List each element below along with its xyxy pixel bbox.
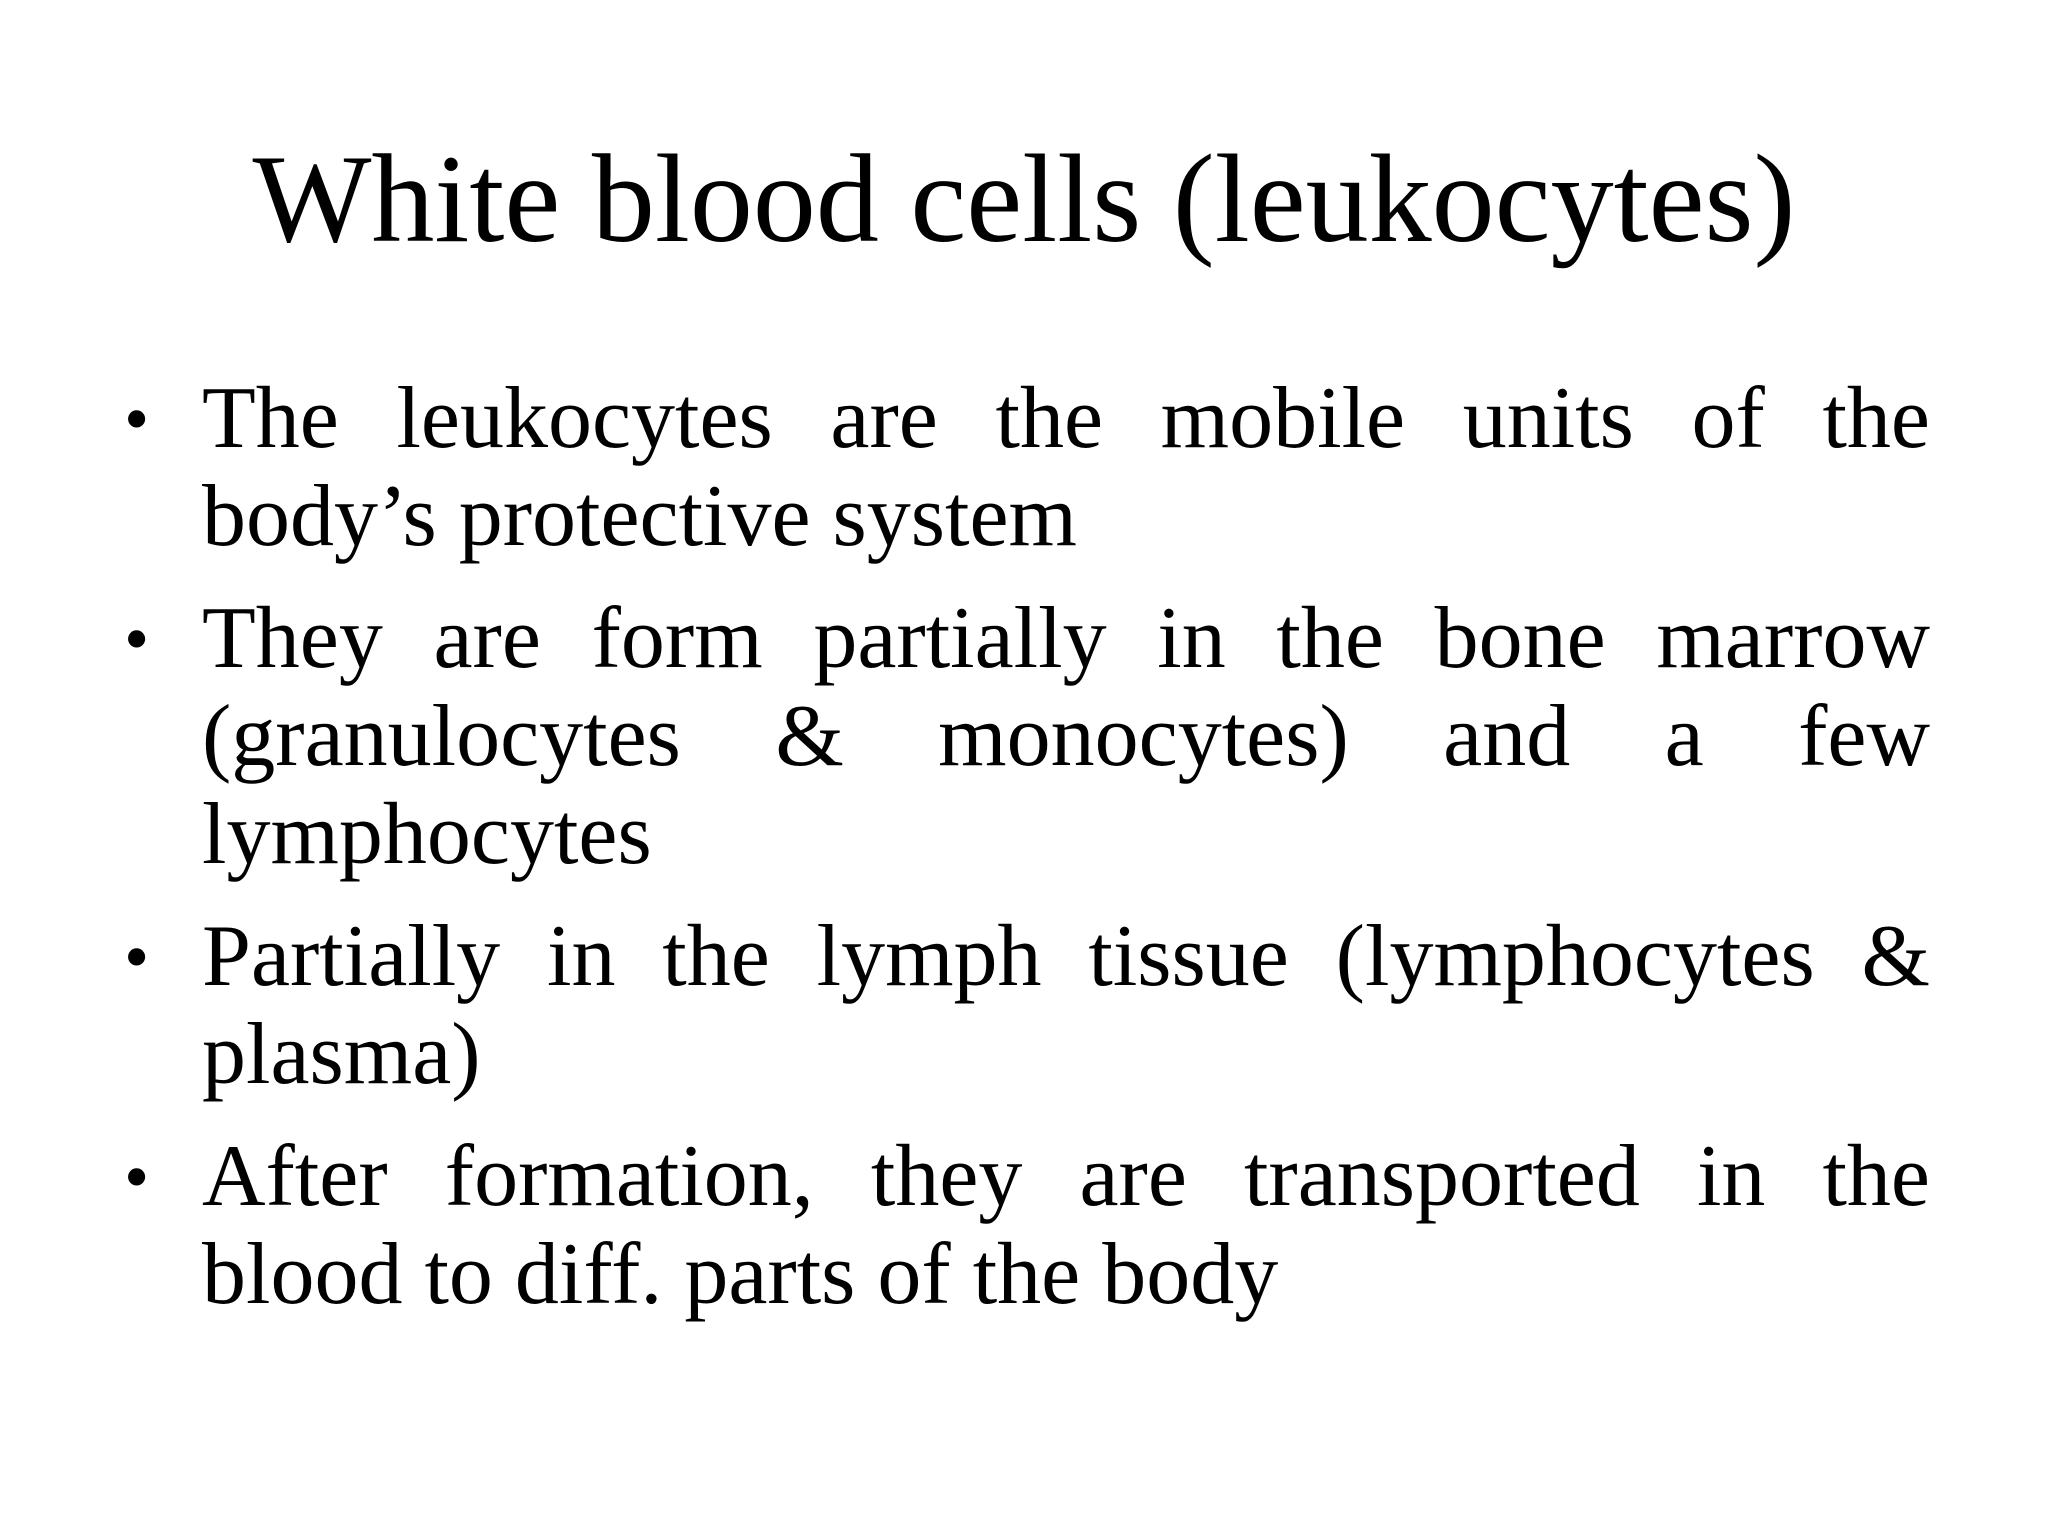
bullet-point: • <box>124 1137 150 1217</box>
bullet-point: • <box>124 599 150 679</box>
bullet-point: • <box>124 917 150 997</box>
bullet-item <box>120 908 1930 1104</box>
slide-title: White blood cells (leukocytes) <box>252 130 1796 269</box>
bullet-item <box>120 370 1930 566</box>
bullet-text: They are form partially in the bone marrow (granulocytes & monocytes) and a few lymphocytes <box>202 590 1930 883</box>
bullet-item <box>120 1128 1930 1324</box>
bullet-item <box>120 590 1930 884</box>
bullet-text: The leukocytes are the mobile units of the body’s protective system <box>202 370 1930 565</box>
bullet-text: Partially in the lymph tissue (lymphocytes & plasma) <box>202 908 1930 1103</box>
bullet-text: After formation, they are transported in the blood to diff. parts of the body <box>202 1128 1930 1323</box>
bullet-list <box>120 370 1930 1348</box>
bullet-point: • <box>124 379 150 459</box>
